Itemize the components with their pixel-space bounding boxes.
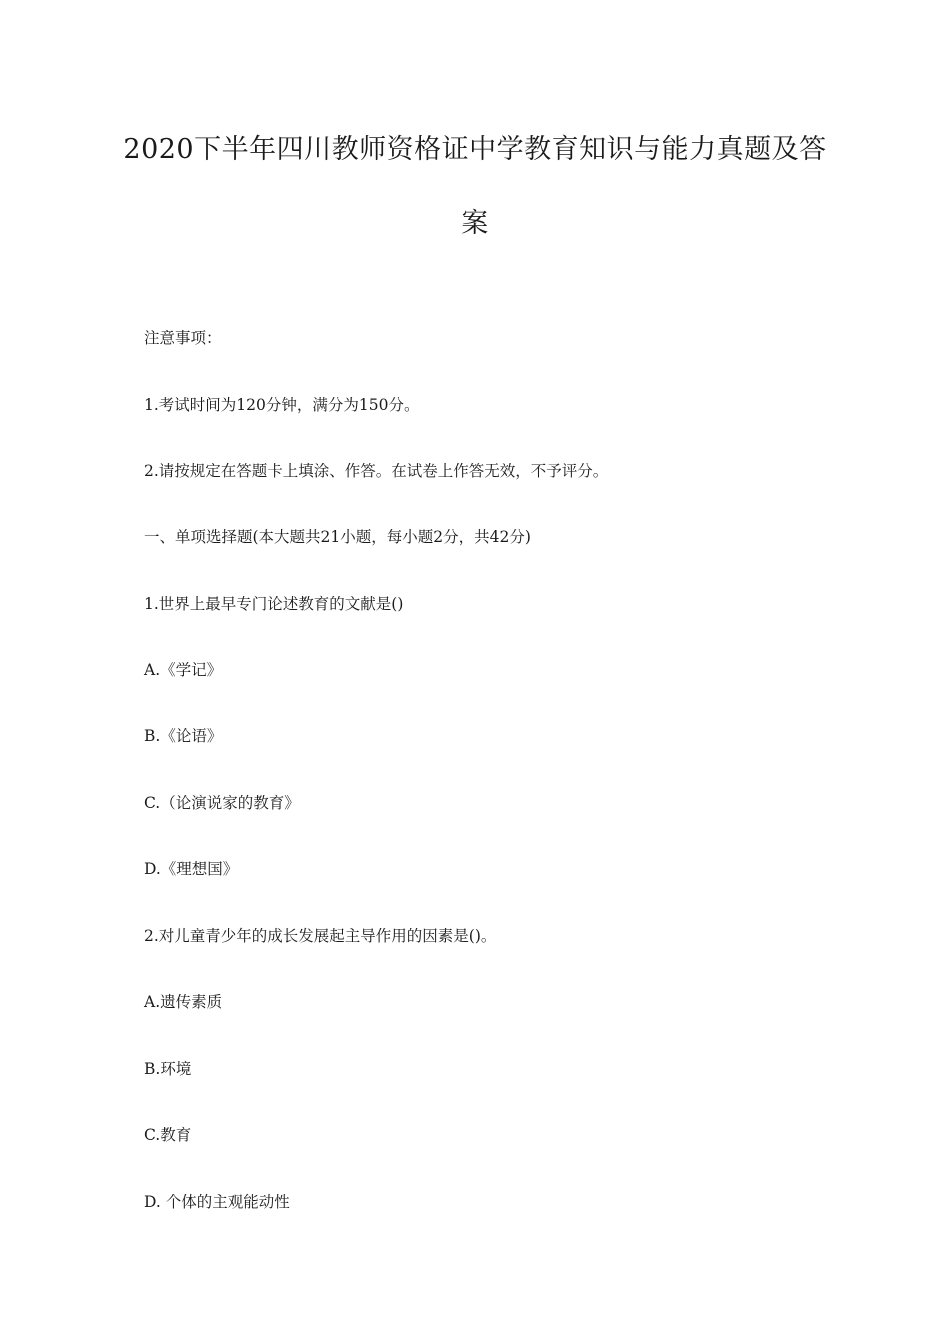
notice-item-1: 1.考试时间为120分钟，满分为150分。 [144,396,420,414]
question-2-option-d: D. 个体的主观能动性 [144,1193,290,1211]
question-1-option-b: B.《论语》 [144,727,223,745]
question-2-option-a: A.遗传素质 [144,993,223,1011]
question-1: 1.世界上最早专门论述教育的文献是() [144,595,404,613]
notice-item-2: 2.请按规定在答题卡上填涂、作答。在试卷上作答无效，不予评分。 [144,462,609,480]
question-1-option-d: D.《理想国》 [144,860,239,878]
question-1-option-a: A.《学记》 [144,661,223,679]
question-2: 2.对儿童青少年的成长发展起主导作用的因素是()。 [144,927,497,945]
question-1-option-c: C.（论演说家的教育》 [144,794,300,812]
question-2-option-c: C.教育 [144,1126,192,1144]
document-title-line-2: 案 [461,208,489,239]
document-title-line-1: 2020下半年四川教师资格证中学教育知识与能力真题及答 [123,134,827,165]
notice-heading: 注意事项： [144,329,222,347]
question-2-option-b: B.环境 [144,1060,192,1078]
section-heading: 一、单项选择题(本大题共21小题，每小题2分，共42分) [144,528,531,546]
